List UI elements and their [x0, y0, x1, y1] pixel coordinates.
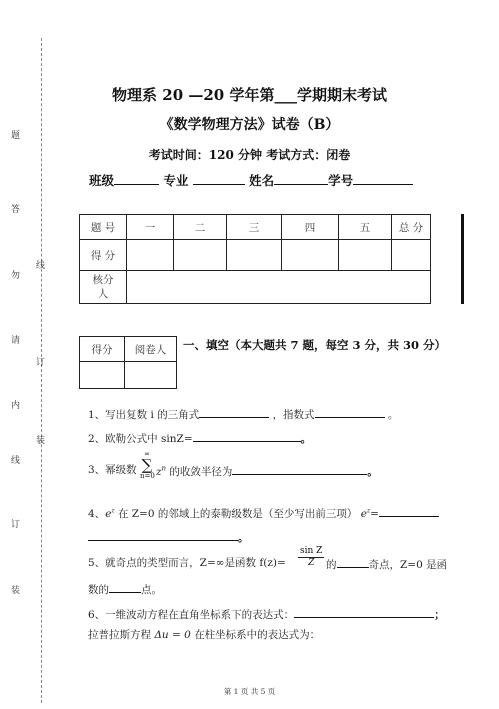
- page-footer: 第 1 页 共 5 页: [223, 687, 276, 696]
- score-header-cell: 四: [282, 215, 339, 240]
- grader-input-row: [80, 362, 177, 389]
- major-field[interactable]: [193, 172, 245, 185]
- seal-char: 线: [11, 456, 21, 466]
- q4-prefix: 4、: [88, 508, 106, 520]
- q3-sum: [140, 451, 154, 480]
- q1-end: 。: [387, 409, 399, 421]
- q6-text: 6、一维波动方程在直角坐标系下的表达式：: [88, 609, 295, 621]
- score-header-cell: 三: [227, 215, 282, 240]
- seal-char: 请: [11, 336, 21, 346]
- id-field[interactable]: [353, 172, 413, 185]
- score-header-cell: 总 分: [392, 215, 431, 240]
- q6-blank-1[interactable]: [294, 605, 434, 618]
- exam-info: 考试时间：120 分钟 考试方式：闭卷: [148, 148, 351, 162]
- score-cell[interactable]: [392, 240, 431, 271]
- seal-char: 题: [11, 131, 21, 141]
- checker-row: [80, 271, 431, 304]
- q1-blank-exp[interactable]: [315, 405, 385, 418]
- section-title: 一、填空（本大题共 7 题，每空 3 分，共 30 分）: [183, 338, 447, 352]
- seal-char: 线: [36, 261, 46, 271]
- sigma-icon: ∑: [141, 456, 153, 474]
- q3-text-b: 的收敛半径为: [169, 466, 233, 478]
- q2-text: 2、欧勒公式中 sinZ=: [88, 433, 193, 445]
- student-info-row: [89, 171, 413, 189]
- q5-text-c: 奇点，Z=0 是函: [368, 559, 448, 571]
- q5-blank-2[interactable]: [109, 580, 141, 593]
- q5-text-b: 的: [326, 559, 337, 571]
- score-row-label: 得 分: [80, 240, 127, 271]
- q2-end: 。: [300, 433, 312, 445]
- score-table: [79, 214, 431, 304]
- seal-char: 答: [11, 205, 21, 215]
- score-header-cell: 题 号: [80, 215, 127, 240]
- q6-sep: ；: [434, 609, 445, 621]
- q3-blank[interactable]: [232, 462, 367, 475]
- q4-exp: z: [111, 507, 115, 515]
- seal-char: 装: [11, 586, 21, 596]
- major-label: 专业: [163, 173, 189, 188]
- grader-header-row: [80, 337, 177, 362]
- q4-e2: e: [360, 508, 367, 520]
- id-label: 学号: [328, 173, 354, 188]
- grader-score-cell[interactable]: [80, 362, 125, 389]
- checker-label-line1: 核分: [92, 274, 114, 286]
- score-table-header-row: [80, 215, 431, 240]
- grader-reviewer-label: 阅卷人: [125, 337, 177, 362]
- checker-label-line2: 人: [97, 288, 109, 300]
- q5-end: 点。: [141, 584, 162, 596]
- checker-row-label: [80, 271, 127, 304]
- q5-func: f(z)=: [259, 557, 286, 569]
- q3-term: z: [156, 466, 162, 478]
- binding-line: [41, 38, 42, 703]
- q6-equation: Δu = 0: [154, 629, 191, 641]
- question-5-cont: [88, 580, 162, 597]
- q3-text: 3、幂级数: [88, 464, 137, 476]
- question-1: [88, 405, 398, 422]
- question-3-rest: [156, 462, 378, 479]
- q3-term-exp: n: [161, 464, 167, 473]
- q3-sum-bottom: n=0: [140, 472, 155, 480]
- exam-title: 物理系 20 —20 学年第___学期期末考试: [112, 86, 387, 104]
- q4-blank-1[interactable]: [379, 504, 439, 517]
- class-label: 班级: [89, 173, 115, 188]
- score-cell[interactable]: [227, 240, 282, 271]
- q6-text-d: 在柱坐标系中的表达式为：: [194, 629, 321, 641]
- q4-exp2: z: [366, 507, 371, 515]
- q2-blank[interactable]: [193, 429, 301, 442]
- q1-text-b: ，指数式: [272, 409, 315, 421]
- q6-text-c: 拉普拉斯方程: [88, 629, 151, 641]
- q4-end: 。: [238, 532, 249, 544]
- q5-fraction: [298, 546, 324, 569]
- side-bar: [461, 214, 464, 304]
- question-3: [88, 462, 137, 477]
- name-field[interactable]: [274, 172, 328, 185]
- score-header-cell: 二: [174, 215, 227, 240]
- seal-char: 勿: [11, 271, 21, 281]
- seal-char: 装: [36, 436, 46, 446]
- question-6: [88, 605, 445, 622]
- score-header-cell: 五: [339, 215, 392, 240]
- q3-sum-top: ∞: [144, 450, 150, 458]
- question-6-cont: [88, 627, 320, 642]
- question-5: [88, 555, 286, 570]
- q5-denominator: Z: [308, 558, 315, 568]
- grader-table: [79, 336, 177, 389]
- seal-char: 订: [36, 358, 46, 368]
- q1-blank-trig[interactable]: [199, 405, 269, 418]
- class-field[interactable]: [114, 172, 159, 185]
- checker-cell[interactable]: [127, 271, 431, 304]
- q4-e: e: [105, 508, 112, 520]
- q4-eq: =: [370, 508, 379, 520]
- q1-text: 1、写出复数 i 的三角式: [88, 409, 200, 421]
- score-row: [80, 240, 431, 271]
- score-cell[interactable]: [127, 240, 174, 271]
- q5-text: 5、就奇点的类型而言，Z=∞是函数: [88, 557, 257, 569]
- q3-end: 。: [367, 466, 378, 478]
- seal-char: 订: [11, 520, 21, 530]
- q5-numerator: sin Z: [300, 546, 323, 556]
- question-4: [88, 504, 439, 521]
- grader-reviewer-cell[interactable]: [125, 362, 177, 389]
- q5-blank-1[interactable]: [337, 555, 369, 568]
- question-2: [88, 429, 311, 446]
- q4-blank-2[interactable]: [88, 528, 238, 541]
- score-header-cell: 一: [127, 215, 174, 240]
- question-5-rest: [326, 555, 447, 572]
- exam-subtitle: 《数学物理方法》试卷（B）: [159, 117, 340, 133]
- q4-text: 在 Z=0 的邻域上的泰勒级数是（至少写出前三项）: [117, 508, 358, 520]
- seal-char: 内: [11, 401, 21, 411]
- q5-text-d: 数的: [88, 584, 109, 596]
- score-cell[interactable]: [174, 240, 227, 271]
- question-4-cont: [88, 528, 249, 545]
- score-cell[interactable]: [282, 240, 339, 271]
- score-cell[interactable]: [339, 240, 392, 271]
- grader-score-label: 得分: [80, 337, 125, 362]
- name-label: 姓名: [249, 173, 275, 188]
